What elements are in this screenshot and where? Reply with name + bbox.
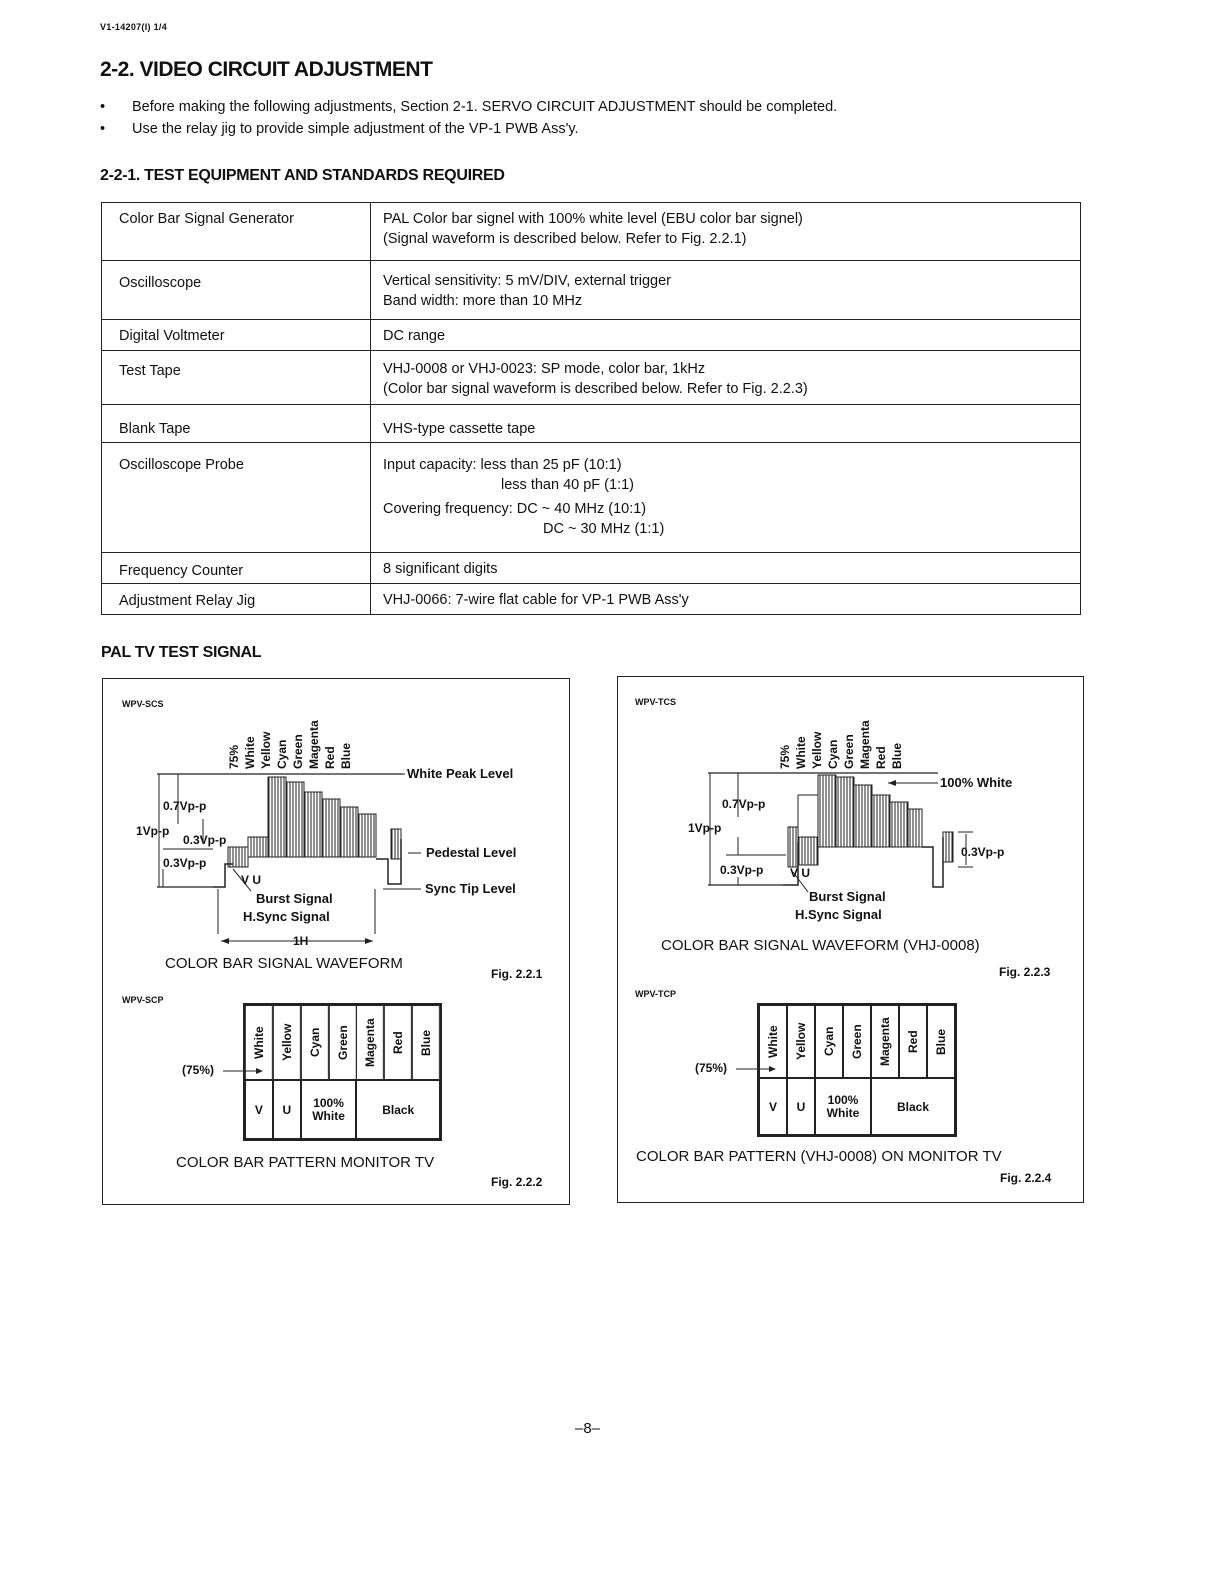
- color-bar-waveform-diagram: [103, 679, 569, 979]
- pattern-cell: Cyan: [815, 1005, 843, 1078]
- pattern-cell: Yellow: [787, 1005, 815, 1078]
- table-row: [102, 443, 1081, 553]
- equipment-name: Oscilloscope Probe: [102, 443, 371, 553]
- pattern-cell: U: [273, 1080, 301, 1139]
- table-row: [102, 320, 1081, 351]
- figure-number: Fig. 2.2.4: [1000, 1171, 1052, 1185]
- bar-name: Blue: [339, 742, 353, 769]
- bar-name: White: [794, 736, 808, 769]
- pattern-caption: COLOR BAR PATTERN (VHJ-0008) ON MONITOR TV: [636, 1148, 1002, 1165]
- figure-number: Fig. 2.2.1: [491, 967, 543, 981]
- burst-signal-label: Burst Signal: [809, 889, 886, 904]
- equipment-name: Test Tape: [102, 351, 371, 405]
- pattern-cell: Blue: [412, 1005, 440, 1080]
- bar-name: Green: [842, 734, 856, 769]
- equipment-name: Frequency Counter: [102, 553, 371, 584]
- bullet-item: • Use the relay jig to provide simple adjustment of the VP-1 PWB Ass'y.: [100, 118, 837, 140]
- pedestal-label: Pedestal Level: [426, 845, 517, 860]
- wpv-label: WPV-SCS: [122, 699, 164, 709]
- equipment-spec: 8 significant digits: [371, 553, 1081, 584]
- bullet-item: • Before making the following adjustments, Section 2-1. SERVO CIRCUIT ADJUSTMENT should be completed.: [100, 96, 837, 118]
- table-row: [102, 553, 1081, 584]
- equipment-table: [101, 202, 1081, 615]
- bar-name: Magenta: [307, 720, 321, 769]
- table-row: [102, 405, 1081, 443]
- voltage-label: 0.3Vp-p: [720, 863, 764, 877]
- table-row: [102, 203, 1081, 261]
- pattern-cell: Blue: [927, 1005, 955, 1078]
- wpv-label: WPV-TCP: [635, 989, 677, 999]
- voltage-label: 0.7Vp-p: [722, 797, 766, 811]
- equipment-spec: VHS-type cassette tape: [371, 405, 1081, 443]
- bar-name: Yellow: [259, 731, 273, 769]
- figure-number: Fig. 2.2.2: [491, 1175, 543, 1189]
- bar-name: Blue: [890, 742, 904, 769]
- right-figure-panel: [617, 676, 1084, 1203]
- pattern-cell: White: [245, 1005, 273, 1080]
- bar-name: Red: [874, 746, 888, 769]
- hsync-signal-label: H.Sync Signal: [243, 909, 330, 924]
- white-peak-label: White Peak Level: [407, 766, 514, 781]
- bar-name: White: [243, 736, 257, 769]
- pattern-cell: 100% White: [301, 1080, 357, 1139]
- pattern-caption: COLOR BAR PATTERN MONITOR TV: [176, 1154, 435, 1171]
- sync-tip-label: Sync Tip Level: [425, 881, 516, 896]
- voltage-label: 0.3Vp-p: [961, 845, 1005, 859]
- pattern-cell: Black: [356, 1080, 440, 1139]
- burst-signal-label: Burst Signal: [256, 891, 333, 906]
- waveform-caption: COLOR BAR SIGNAL WAVEFORM (VHJ-0008): [661, 937, 980, 954]
- voltage-label: 0.3Vp-p: [163, 856, 207, 870]
- white-100-label: 100% White: [940, 775, 1013, 790]
- pattern-cell: U: [787, 1078, 815, 1135]
- equipment-spec: VHJ-0008 or VHJ-0023: SP mode, color bar, 1kHz (Color bar signal waveform is described below. Refer to Fig. 2.2.3): [371, 351, 1081, 405]
- voltage-label: 1Vp-p: [688, 821, 722, 835]
- pattern-cell: Magenta: [871, 1005, 899, 1078]
- voltage-label: 0.7Vp-p: [163, 799, 207, 813]
- percent-75-label: (75%): [182, 1063, 215, 1077]
- equipment-spec: Vertical sensitivity: 5 mV/DIV, external trigger Band width: more than 10 MHz: [371, 261, 1081, 320]
- vu-label: V U: [241, 873, 262, 887]
- pal-heading: PAL TV TEST SIGNAL: [101, 644, 262, 661]
- bar-name: Magenta: [858, 720, 872, 769]
- equipment-name: Adjustment Relay Jig: [102, 584, 371, 615]
- table-row: [102, 351, 1081, 405]
- subsection-title: 2-2-1. TEST EQUIPMENT AND STANDARDS REQUIRED: [100, 167, 505, 184]
- hsync-signal-label: H.Sync Signal: [795, 907, 882, 922]
- pattern-cell: Green: [843, 1005, 871, 1078]
- equipment-spec: DC range: [371, 320, 1081, 351]
- equipment-name: Digital Voltmeter: [102, 320, 371, 351]
- pattern-cell: Black: [871, 1078, 955, 1135]
- color-bar-pattern-grid: [757, 1003, 957, 1137]
- wpv-label: WPV-SCP: [122, 995, 164, 1005]
- bar-name: Cyan: [826, 739, 840, 769]
- bar-name: Green: [291, 734, 305, 769]
- bar-name: Red: [323, 746, 337, 769]
- pattern-cell: Green: [329, 1005, 357, 1080]
- color-bar-pattern-grid: [243, 1003, 442, 1141]
- document-id: V1-14207(I) 1/4: [100, 22, 168, 32]
- equipment-spec: VHJ-0066: 7-wire flat cable for VP-1 PWB Ass'y: [371, 584, 1081, 615]
- percent-75-label: (75%): [695, 1061, 728, 1075]
- pattern-cell: Red: [899, 1005, 927, 1078]
- pattern-cell: Red: [384, 1005, 412, 1080]
- pattern-cell: 100% White: [815, 1078, 871, 1135]
- table-row: [102, 584, 1081, 615]
- left-figure-panel: [102, 678, 570, 1205]
- equipment-name: Color Bar Signal Generator: [102, 203, 371, 261]
- voltage-label: 1Vp-p: [136, 824, 170, 838]
- equipment-spec: PAL Color bar signel with 100% white level (EBU color bar signel) (Signal waveform is described below. Refer to Fig. 2.2.1): [371, 203, 1081, 261]
- figure-number: Fig. 2.2.3: [999, 965, 1051, 979]
- pattern-cell: Yellow: [273, 1005, 301, 1080]
- bullet-list: [100, 96, 837, 140]
- vu-label: V U: [790, 866, 811, 880]
- equipment-spec: Input capacity: less than 25 pF (10:1) less than 40 pF (1:1) Covering frequency: DC ~ 40 MHz (10:1) DC ~ 30 MHz (1:1): [371, 443, 1081, 553]
- pattern-cell: White: [759, 1005, 787, 1078]
- equipment-name: Oscilloscope: [102, 261, 371, 320]
- voltage-label: 0.3Vp-p: [183, 833, 227, 847]
- page-number: –8–: [575, 1420, 601, 1437]
- equipment-name: Blank Tape: [102, 405, 371, 443]
- section-title: 2-2. VIDEO CIRCUIT ADJUSTMENT: [100, 58, 433, 81]
- bar-name: 75%: [227, 744, 241, 769]
- waveform-caption: COLOR BAR SIGNAL WAVEFORM: [165, 955, 403, 972]
- pattern-cell: Magenta: [356, 1005, 384, 1080]
- bar-name: 75%: [778, 744, 792, 769]
- bar-name: Cyan: [275, 739, 289, 769]
- bar-name: Yellow: [810, 731, 824, 769]
- pattern-cell: V: [245, 1080, 273, 1139]
- pattern-cell: Cyan: [301, 1005, 329, 1080]
- one-h-label: 1H: [293, 934, 309, 948]
- table-row: [102, 261, 1081, 320]
- wpv-label: WPV-TCS: [635, 697, 677, 707]
- pattern-cell: V: [759, 1078, 787, 1135]
